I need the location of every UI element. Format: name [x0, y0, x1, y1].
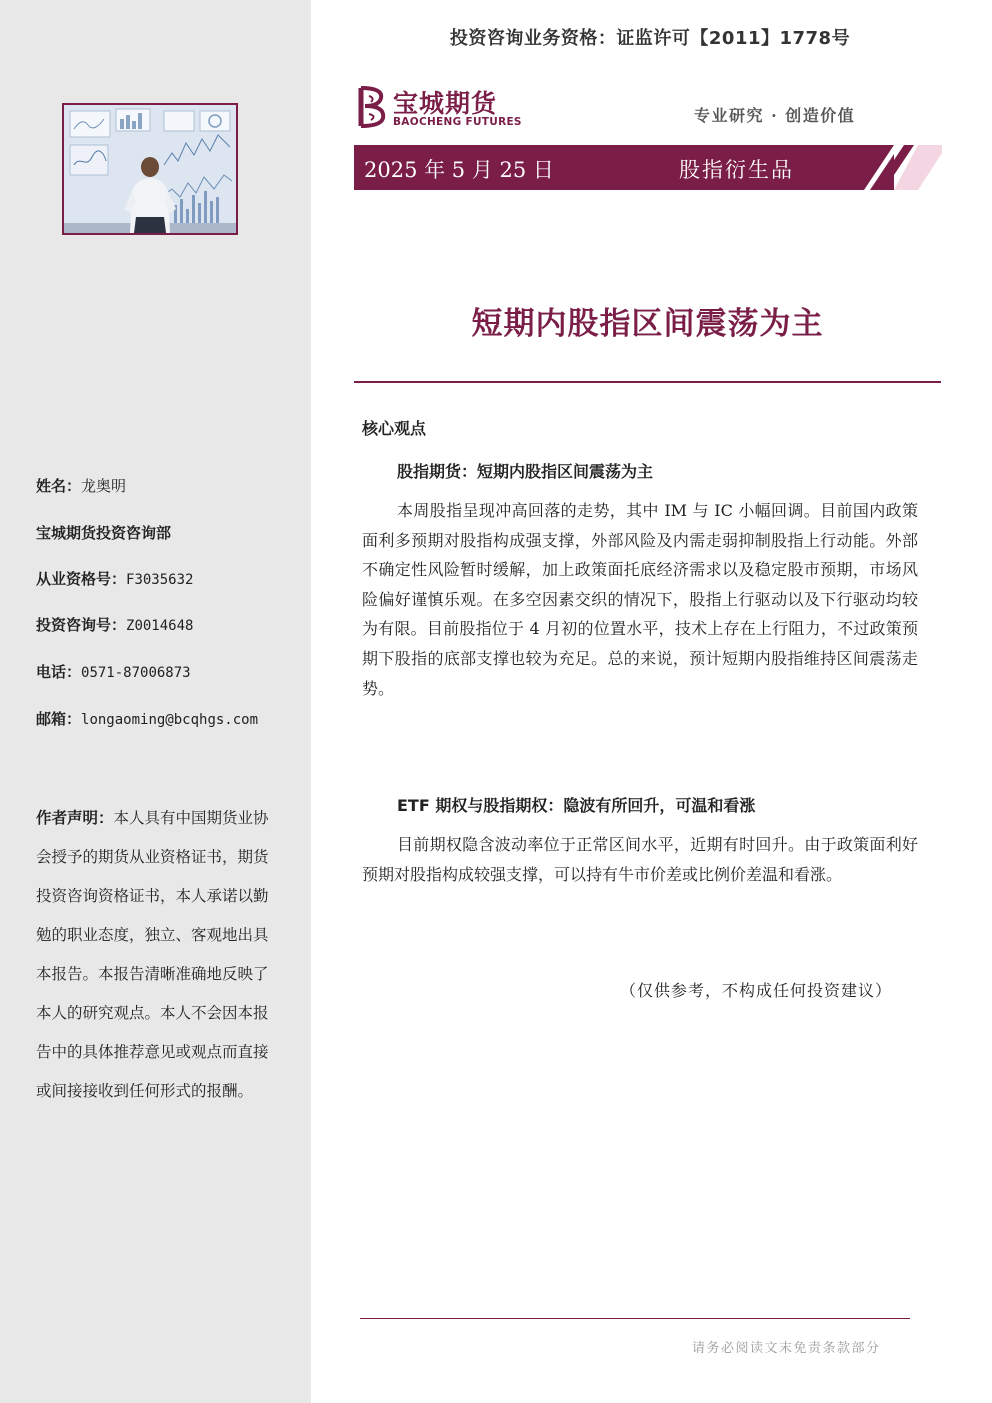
- disclaimer: （仅供参考，不构成任何投资建议）: [620, 981, 893, 1000]
- section1-text: 本周股指呈现冲高回落的走势，其中 IM 与 IC 小幅回调。目前国内政策面利多预期对股指构成强支撑，外部风险及内需走弱抑制股指上行动能。外部不确定性风险暂时缓解，加上政策面托底经济需求以及稳定股市预期，市场风险偏好谨慎乐观。在多空因素交织的情况下，股指上行驱动以及下行驱动均较为有限。目前股指位于 4 月初的位置水平，技术上存在上行阻力，不过政策预期下股指的底部支撑也较为充足。总的来说，预计短期内股指维持区间震荡走势。: [362, 501, 918, 698]
- email-address[interactable]: longaoming@bcqhgs.com: [81, 712, 259, 728]
- footer-divider: [360, 1318, 910, 1319]
- phone-row: [36, 662, 191, 683]
- consult-label: 投资咨询号：: [36, 616, 127, 634]
- decorative-stripes: [860, 145, 942, 190]
- statement-text: 本人具有中国期货业协会授予的期货从业资格证书，期货投资咨询资格证书，本人承诺以勤勉的职业态度，独立、客观地出具本报告。本报告清晰准确地反映了本人的研究观点。本人不会因本报告中的具体推荐意见或观点而直接或间接接收到任何形式的报酬。: [36, 809, 269, 1100]
- report-title: 短期内股指区间震荡为主: [471, 306, 824, 342]
- baocheng-logo-icon: [355, 84, 389, 130]
- department: 宝城期货投资咨询部: [36, 524, 172, 542]
- section2-text: 目前期权隐含波动率位于正常区间水平，近期有时回升。由于政策面利好预期对股指构成较强支撑，可以持有牛市价差或比例价差温和看涨。: [362, 835, 918, 884]
- email-label: 邮箱：: [36, 710, 82, 728]
- section1-heading: 股指期货：短期内股指区间震荡为主: [397, 462, 654, 481]
- slogan: 专业研究 · 创造价值: [694, 106, 856, 125]
- cover-image: [62, 103, 238, 235]
- consult-number: Z0014648: [126, 618, 194, 634]
- footer-note: 请务必阅读文末免责条款部分: [692, 1341, 881, 1356]
- report-category: 股指衍生品: [679, 158, 794, 182]
- logo-english-name: BAOCHENG FUTURES: [393, 116, 522, 128]
- qualification-row: [36, 569, 193, 590]
- author-name: 龙奥明: [81, 477, 127, 495]
- title-divider: [354, 381, 941, 383]
- sidebar: [0, 0, 311, 1403]
- logo-chinese-name: 宝城期货: [393, 89, 498, 118]
- phone-number: 0571-87006873: [81, 665, 191, 681]
- core-heading: 核心观点: [362, 419, 427, 438]
- statement-label: 作者声明：: [36, 809, 114, 827]
- license-line: 投资咨询业务资格：证监许可【2011】1778号: [449, 28, 851, 49]
- qualification-label: 从业资格号：: [36, 570, 127, 588]
- date-category-bar: [354, 145, 894, 190]
- businessman-charts-illustration: [64, 105, 236, 233]
- qualification-number: F3035632: [126, 572, 194, 588]
- department-row: [36, 523, 171, 543]
- phone-label: 电话：: [36, 663, 82, 681]
- author-name-row: [36, 476, 126, 496]
- section2-heading: ETF 期权与股指期权：隐波有所回升，可温和看涨: [397, 796, 756, 815]
- author-statement: [36, 799, 272, 1111]
- email-row: [36, 709, 258, 730]
- company-logo: [355, 84, 525, 134]
- consult-row: [36, 615, 193, 636]
- name-label: 姓名：: [36, 477, 82, 495]
- report-date: 2025 年 5 月 25 日: [364, 158, 554, 182]
